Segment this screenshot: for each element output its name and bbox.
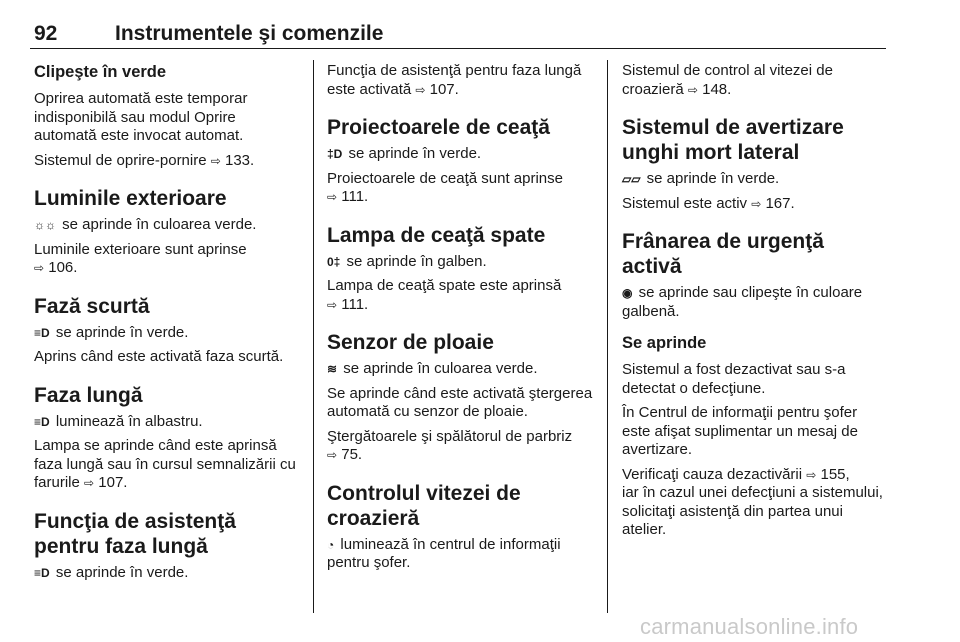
text: se aprinde în verde. [646,170,780,187]
text: luminează în albastru. [55,412,203,430]
arrow-icon: ⇨ [327,190,338,204]
arrow-icon: ⇨ [210,153,221,168]
paragraph-warning-message: În Centrul de informaţii pentru şofer este afişat suplimentar un mesaj de avertizare. [622,404,858,458]
text: Sistemul de oprire-pornire [34,151,207,169]
page-ref-link[interactable]: 107. [98,474,128,491]
section-heading-exterior-lights: Luminile exterioare [34,187,227,210]
paragraph-high-beam-assist-active [327,62,595,99]
text: se aprinde în culoarea verde. [62,216,257,233]
page-header [30,14,886,46]
page-ref-link[interactable]: 106. [48,259,78,276]
blind-spot-icon: ▱▱ [622,172,641,186]
column-3 [622,62,888,546]
section-heading-high-beam: Faza lungă [34,383,143,407]
paragraph-high-beam-assist-indicator [34,564,300,583]
header-rule [30,48,886,49]
page-ref-link[interactable]: 111. [341,295,369,313]
page-number: 92 [34,22,58,45]
text: se aprinde în galben. [346,252,487,270]
text: se aprinde în verde. [348,145,482,162]
paragraph-exterior-on [34,241,300,278]
high-beam-icon: ≡D [34,414,50,429]
text: se aprinde sau clipeşte în culoare galbenă. [622,284,863,320]
emergency-brake-icon: ◉ [622,286,633,300]
front-fog-light-icon: ‡D [327,147,343,161]
text: Sistemul este activ [622,194,748,212]
paragraph-high-beam-on [34,437,300,493]
page-ref-link[interactable]: 167. [765,194,795,212]
section-heading-rain-sensor: Senzor de ploaie [327,331,494,354]
section-heading-blind-spot: Sistemul de avertizare unghi mort lateral [622,116,844,164]
high-beam-assist-icon: ≡D [34,565,50,580]
text: luminează în centrul de informaţii pentru şofer. [327,535,561,571]
text: Lampa se aprinde când este aprinsă faza lungă sau în cursul semnalizării cu farurile [34,437,296,491]
paragraph-deactivated: Sistemul a fost dezactivat sau s-a detectat o defecţiune. [622,361,846,397]
paragraph-exterior-indicator [34,216,300,235]
text: Ştergătoarele şi spălătorul de parbriz [327,427,573,445]
watermark: carmanualsonline.info [640,614,859,639]
text: Verificaţi cauza dezactivării [622,465,803,483]
paragraph-blind-spot-indicator [622,170,888,189]
column-divider-2 [607,60,608,613]
paragraph-fog-on [327,170,595,207]
subheading-lights-up: Se aprinde [622,334,707,352]
paragraph-check-cause [622,466,888,540]
paragraph-high-beam-indicator [34,413,300,432]
cruise-control-icon: ◔ [327,537,335,552]
text: Funcţia de asistenţă pentru faza lungă este activată [327,62,582,98]
paragraph-rain-sensor-indicator [327,360,595,379]
arrow-icon: ⇨ [415,82,426,97]
section-heading-fog-lights: Proiectoarele de ceaţă [327,116,550,139]
exterior-lights-icon: ☼☼ [34,218,56,232]
text: se aprinde în culoarea verde. [343,360,538,377]
text: se aprinde în verde. [55,563,189,581]
text: Sistemul de control al vitezei de croazieră [622,62,833,98]
running-title: Instrumentele şi comenzile [115,22,384,45]
low-beam-icon: ≡D [34,325,50,340]
page-ref-link[interactable]: 148. [702,80,732,98]
paragraph-rear-fog-indicator [327,253,595,272]
paragraph-stop-start [34,152,300,171]
arrow-icon: ⇨ [687,82,698,97]
column-2 [327,62,595,579]
paragraph-low-beam-indicator [34,324,300,343]
section-heading-low-beam: Fază scurtă [34,294,150,318]
page-ref-link[interactable]: 75. [341,446,363,463]
arrow-icon: ⇨ [327,448,338,462]
text: se aprinde în verde. [55,323,189,341]
paragraph-cruise-system [622,62,888,99]
page-ref-link[interactable]: 107. [429,80,459,98]
section-heading-flashes-green: Clipeşte în verde [34,63,167,81]
paragraph-blind-spot-active [622,195,888,214]
paragraph-fog-indicator [327,145,595,164]
section-heading-rear-fog: Lampa de ceaţă spate [327,223,546,247]
text: Proiectoarele de ceaţă sunt aprinse [327,169,563,187]
arrow-icon: ⇨ [751,196,762,211]
paragraph-rain-sensor-on: Se aprinde când este activată ştergerea automată cu senzor de ploaie. [327,384,593,420]
paragraph-emergency-indicator [622,284,888,321]
arrow-icon: ⇨ [327,297,338,312]
rear-fog-light-icon: 0‡ [327,254,341,269]
paragraph-autostop: Oprirea automată este temporar indisponibilă sau modul Oprire automată este invocat automat. [34,90,248,144]
text: Lampa de ceaţă spate este aprinsă [327,277,562,294]
section-heading-high-beam-assist: Funcţia de asistenţă pentru faza lungă [34,509,236,558]
page-ref-link[interactable]: 155, [820,465,850,483]
column-divider-1 [313,60,314,613]
arrow-icon: ⇨ [84,476,95,490]
paragraph-cruise-indicator [327,536,595,573]
page-ref-link[interactable]: 111. [341,188,369,205]
arrow-icon: ⇨ [34,261,45,275]
paragraph-low-beam-on: Aprins când este activată faza scurtă. [34,348,284,365]
paragraph-wipers [327,428,595,465]
rain-sensor-icon: ≋ [327,362,338,376]
arrow-icon: ⇨ [806,467,817,482]
text: Luminile exterioare sunt aprinse [34,240,247,258]
section-heading-cruise-control: Controlul vitezei de croazieră [327,481,521,530]
text: iar în cazul unei defecţiuni a sistemului, solicitaţi asistenţă din partea unui atelier. [622,484,883,538]
section-heading-emergency-braking: Frânarea de urgenţă activă [622,230,824,278]
column-1 [34,62,300,588]
page-ref-link[interactable]: 133. [224,151,255,169]
paragraph-rear-fog-on [327,277,595,314]
